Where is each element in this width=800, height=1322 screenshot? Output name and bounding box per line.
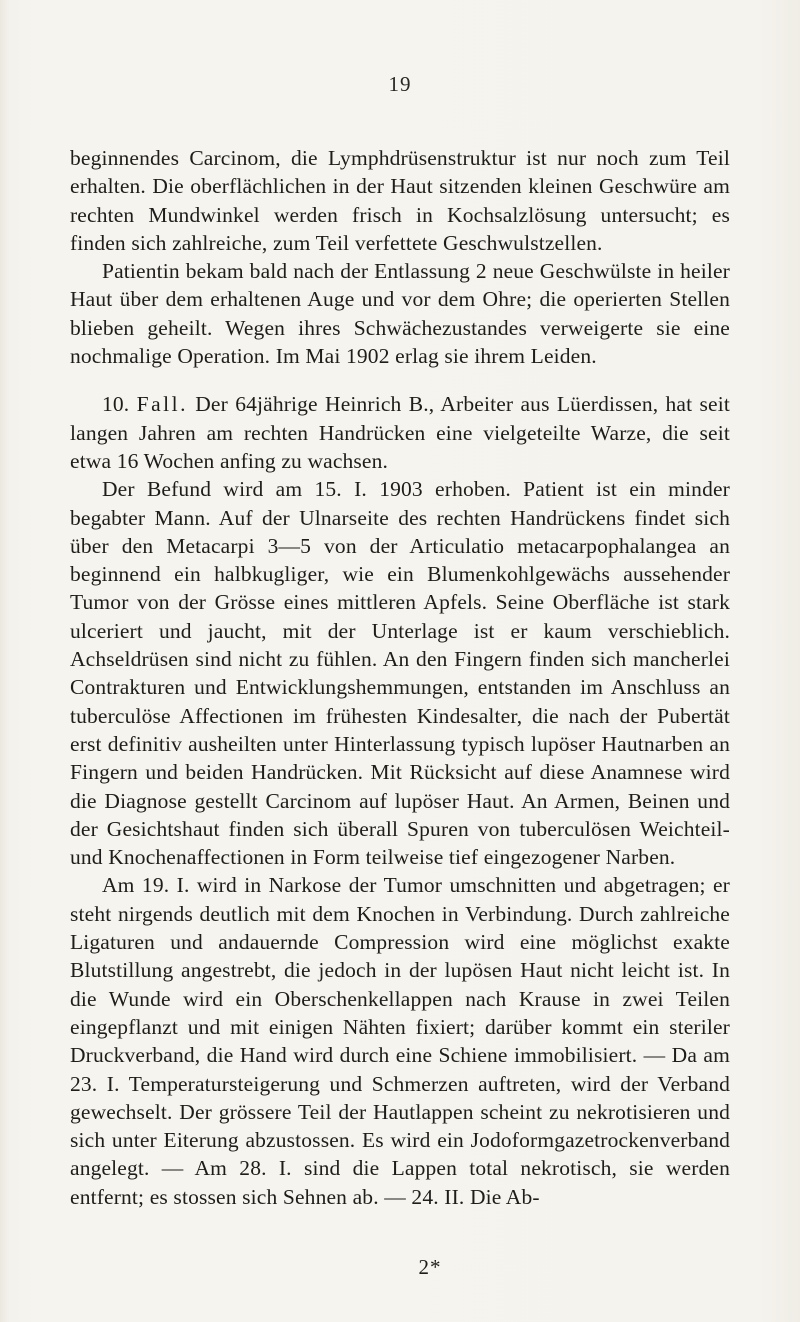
paragraph-3-text: Der 64jährige Heinrich B., Arbeiter aus Lüerdissen, hat seit langen Jahren am rechten Handrücken eine vielgeteilte Warze, die seit etwa 16 Wochen anfing zu wachsen. — [70, 392, 730, 473]
paragraph-1-text: beginnendes Carcinom, die Lymphdrüsenstruktur ist nur noch zum Teil erhalten. Die oberflächlichen in der Haut sitzenden kleinen Geschwüre am rechten Mundwinkel werden frisch in Kochsalzlösung untersucht; es finden sich zahlreiche, zum Teil verfettete Geschwulstzellen. — [70, 146, 730, 255]
signature-mark: 2* — [418, 1255, 442, 1279]
paragraph-5-text: Am 19. I. wird in Narkose der Tumor umschnitten und abgetragen; er steht nirgends deutlich mit dem Knochen in Verbindung. Durch zahlreiche Ligaturen und andauernde Compression wird eine möglichst exakte Blutstillung angestrebt, die jedoch in der lupösen Haut nicht leicht ist. In die Wunde wird ein Oberschenkellappen nach Krause in zwei Teilen eingepflanzt und mit einigen Nähten fixiert; darüber kommt ein steriler Druckverband, die Hand wird durch eine Schiene immobilisiert. — Da am 23. I. Temperatursteigerung und Schmerzen auftreten, wird der Verband gewechselt. Der grössere Teil der Hautlappen scheint zu nekrotisieren und sich unter Eiterung abzustossen. Es wird ein Jodoformgazetrockenverband angelegt. — Am 28. I. sind die Lappen total nekrotisch, sie werden entfernt; es stossen sich Sehnen ab. — 24. II. Die Ab- — [70, 873, 730, 1209]
paragraph-5 — [70, 871, 730, 1211]
page-number: 19 — [388, 72, 412, 96]
paragraph-4 — [70, 475, 730, 871]
case-label: Fall. — [136, 392, 188, 417]
paragraph-2-text: Patientin bekam bald nach der Entlassung 2 neue Geschwülste in heiler Haut über dem erhaltenen Auge und vor dem Ohre; die operierten Stellen blieben geheilt. Wegen ihres Schwächezustandes verweigerte sie eine nochmalige Operation. Im Mai 1902 erlag sie ihrem Leiden. — [70, 259, 730, 369]
body-text — [70, 144, 730, 1211]
case-number: 10. — [102, 392, 137, 417]
paragraph-2 — [70, 257, 730, 370]
paragraph-4-text: Der Befund wird am 15. I. 1903 erhoben. Patient ist ein minder begabter Mann. Auf der Ulnarseite des rechten Handrückens findet sich über den Metacarpi 3—5 von der Articulatio metacarpophalangea an beginnend ein halbkugliger, wie ein Blumenkohlgewächs aussehender Tumor von der Grösse eines mittleren Apfels. Seine Oberfläche ist stark ulceriert und jaucht, mit der Unterlage ist er kaum verschieblich. Achseldrüsen sind nicht zu fühlen. An den Fingern finden sich mancherlei Contrakturen und Entwicklungshemmungen, entstanden im Anschluss an tuberculöse Affectionen im frühesten Kindesalter, die nach der Pubertät erst definitiv ausheilten unter Hinterlassung typisch lupöser Hautnarben an Fingern und beiden Handrücken. Mit Rücksicht auf diese Anamnese wird die Diagnose gestellt Carcinom auf lupöser Haut. An Armen, Beinen und der Gesichtshaut finden sich überall Spuren von tuberculösen Weichteil- und Knochenaffectionen in Form teilweise tief eingezogener Narben. — [70, 477, 730, 870]
paragraph-1 — [70, 144, 730, 257]
paragraph-3-case-heading — [70, 390, 730, 475]
